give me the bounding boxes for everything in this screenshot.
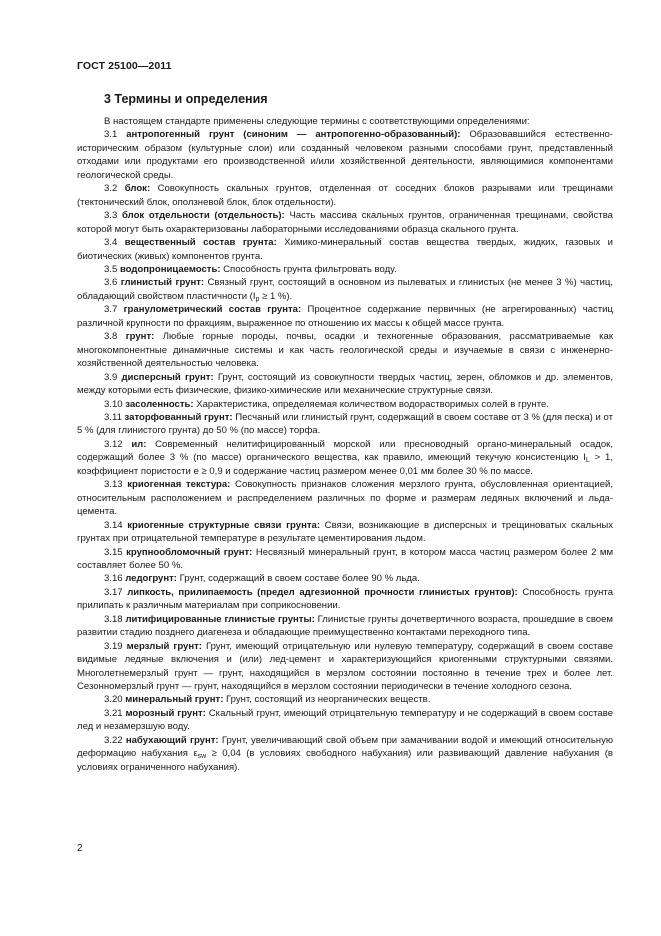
term-text: Песчаный или глинистый грунт, содержащий в своем составе от 3 % (для песка) и от 5 % (для глинистого грунта) до 50 % (по массе) торфа. — [77, 411, 613, 437]
term-number: 3.11 — [104, 411, 125, 423]
term-name: ил: — [131, 438, 147, 450]
term-number: 3.19 — [104, 640, 127, 652]
term-name: грунт: — [125, 331, 155, 343]
terms-list — [77, 128, 613, 774]
term-definition — [77, 303, 613, 330]
term-number: 3.6 — [104, 277, 121, 289]
term-subscript: L — [585, 457, 590, 465]
term-text: Грунт, имеющий отрицательную или нулевую температуру, содержащий в своем составе видимые ледяные включения и (или) лед-цемент и характеризующийся криогенными структурными связями. Многолетнемерзлый грунт — грунт, находящийся в мерзлом состоянии постоянно в течение трех и более лет. Сезонномерзлый грунт — грунт, находящийся в мерзлом состоянии периодически в течение холодного сезона. — [77, 640, 614, 693]
term-number: 3.5 — [104, 263, 120, 275]
term-number: 3.20 — [104, 694, 126, 706]
term-text: Совокупность признаков сложения мерзлого грунта, обусловленная ориентацией, относительным расположением и распределением различных по форме и размерам ледяных включений и льда-цемента. — [77, 479, 614, 518]
term-subscript: p — [255, 295, 260, 303]
term-name: крупнообломочный грунт: — [126, 546, 253, 558]
section-title: 3 Термины и определения — [104, 92, 268, 106]
term-text: Грунт, увеличивающий свой объем при замачивании водой и имеющий относительную деформацию набухания ε — [77, 734, 614, 760]
term-definition — [77, 572, 613, 585]
term-definition — [77, 586, 613, 613]
term-text: Грунт, содержащий в своем составе более 90 % льда. — [177, 573, 420, 585]
term-number: 3.3 — [104, 210, 122, 222]
term-name: минеральный грунт: — [125, 694, 224, 706]
term-number: 3.21 — [104, 707, 126, 719]
term-name: заторфованный грунт: — [124, 411, 233, 423]
term-text: Часть массива скальных грунтов, ограниченная трещинами, свойства которой могут быть охарактеризованы лабораторными исследованиями образца скального грунта. — [77, 210, 613, 235]
term-text: Грунт, состоящий из неорганических веществ. — [223, 694, 431, 706]
term-definition — [77, 236, 613, 263]
term-definition — [77, 519, 613, 546]
term-text: Химико-минеральный состав вещества твердых, жидких, газовых и биотических (живых) компонентов грунта. — [77, 237, 613, 262]
term-number: 3.9 — [104, 371, 122, 383]
term-text: Способность грунта прилипать к различным материалам при соприкосновении. — [77, 586, 614, 612]
term-number: 3.13 — [104, 479, 128, 491]
term-definition — [77, 546, 613, 573]
term-name: засоленность: — [125, 398, 194, 410]
term-number: 3.14 — [104, 519, 128, 531]
term-text: Современный нелитифицированный морской или пресноводный органо-минеральный осадок, содержащий более 3 % (по массе) органического вещества, как правило, имеющий текучую консистенцию I — [77, 438, 614, 464]
term-definition — [77, 693, 613, 706]
term-number: 3.10 — [104, 398, 126, 410]
term-text: Несвязный минеральный грунт, в котором масса частиц размером более 2 мм составляет более 50 %. — [77, 546, 614, 571]
term-definition — [77, 330, 613, 370]
term-number: 3.16 — [104, 573, 126, 585]
terms-body — [77, 115, 613, 774]
term-number: 3.15 — [104, 546, 127, 558]
term-definition — [77, 734, 613, 774]
term-definition — [77, 371, 613, 398]
term-name: морозный грунт: — [125, 707, 206, 719]
term-name: глинистый грунт: — [120, 277, 205, 289]
term-subscript: sw — [197, 753, 207, 761]
term-number: 3.4 — [104, 237, 125, 249]
term-definition — [77, 411, 613, 438]
term-definition — [77, 398, 613, 411]
term-text: Грунт, состоящий из совокупности твердых частиц, зерен, обломков и др. элементов, между которыми есть физические, физико-химические или механические структурные связи. — [77, 371, 613, 397]
term-name: липкость, прилипаемость (предел адгезионной прочности глинистых грунтов): — [127, 586, 518, 598]
term-definition — [77, 128, 613, 182]
term-text-continued: ≥ 0,04 (в условиях свободного набухания) или развивающий давление набухания (в условиях ограниченного набухания). — [77, 748, 613, 773]
term-definition — [77, 276, 613, 303]
term-name: блок: — [124, 183, 151, 195]
term-name: блок отдельности (отдельность): — [122, 210, 285, 222]
term-definition — [77, 182, 613, 209]
term-name: криогенные структурные связи грунта: — [127, 519, 320, 531]
term-number: 3.22 — [104, 734, 126, 746]
term-text-continued: > 1, коэффициент пористости e ≥ 0,9 и содержание частиц размером менее 0,01 мм более 30 % по массе. — [77, 452, 613, 477]
term-number: 3.2 — [104, 183, 125, 195]
term-name: криогенная текстура: — [127, 479, 231, 491]
term-text: Скальный грунт, имеющий отрицательную температуру и не содержащий в своем составе лед и незамерзшую воду. — [77, 707, 614, 733]
term-name: литифицированные глинистые грунты: — [125, 613, 315, 625]
term-definition — [77, 707, 613, 734]
page-number: 2 — [77, 843, 83, 854]
term-name: дисперсный грунт: — [121, 371, 214, 383]
term-definition — [77, 263, 613, 276]
term-text: Глинистые грунты дочетвертичного возраста, прошедшие в своем развитии стадию позднего диагенеза и обладающие преимущественно контактами переходного типа. — [77, 613, 613, 639]
term-text-continued: ≥ 1 %). — [259, 290, 293, 302]
document-header: ГОСТ 25100—2011 — [77, 60, 172, 72]
intro-paragraph: В настоящем стандарте применены следующие термины с соответствующими определениями: — [104, 116, 530, 127]
term-definition — [77, 478, 613, 518]
term-text: Любые горные породы, почвы, осадки и техногенные образования, рассматриваемые как многокомпонентные динамичные системы и как часть геологической среды и изучаемые в связи с инженерно-хозяйственной деятельностью человека. — [77, 331, 613, 370]
term-number: 3.1 — [104, 129, 127, 141]
term-name: ледогрунт: — [125, 573, 177, 585]
term-name: мерзлый грунт: — [126, 640, 202, 652]
term-definition — [77, 438, 613, 478]
term-number: 3.12 — [104, 438, 132, 450]
term-text: Совокупность скальных грунтов, отделенная от соседних блоков разрывами или трещинами (тектонический блок, оползневой блок, блок отдельности). — [77, 183, 613, 208]
term-name: гранулометрический состав грунта: — [123, 304, 302, 316]
term-definition — [77, 640, 613, 694]
term-text: Связный грунт, состоящий в основном из пылеватых и глинистых (не менее 3 %) частиц, обладающий свойством пластичности (I — [77, 277, 613, 302]
term-name: антропогенный грунт (синоним — антропогенно-образованный): — [126, 129, 461, 141]
term-number: 3.17 — [104, 586, 128, 598]
term-text: Процентное содержание первичных (не агрегированных) частиц различной крупности по фракциям, выраженное по отношению их массы к общей массе грунта. — [77, 304, 613, 329]
term-name: водопроницаемость: — [119, 263, 221, 275]
term-text: Связи, возникающие в дисперсных и трещиноватых скальных грунтах при отрицательной температуре в результате цементирования льдом. — [77, 519, 613, 545]
term-text: Образовавшийся естественно-историческим образом (культурные слои) или созданный человеком разными способами грунт, представленный отходами или продуктами его производственной и/или хозяйственной деятельности, являющимися компонентами геологической среды. — [77, 129, 613, 181]
term-name: вещественный состав грунта: — [124, 237, 277, 249]
term-text: Способность грунта фильтровать воду. — [220, 263, 397, 275]
term-name: набухающий грунт: — [125, 734, 219, 746]
term-definition — [77, 613, 613, 640]
term-definition — [77, 209, 613, 236]
term-number: 3.7 — [104, 304, 124, 316]
term-number: 3.8 — [104, 331, 126, 343]
term-number: 3.18 — [104, 613, 126, 625]
term-text: Характеристика, определяемая количеством водорастворимых солей в грунте. — [193, 398, 549, 410]
